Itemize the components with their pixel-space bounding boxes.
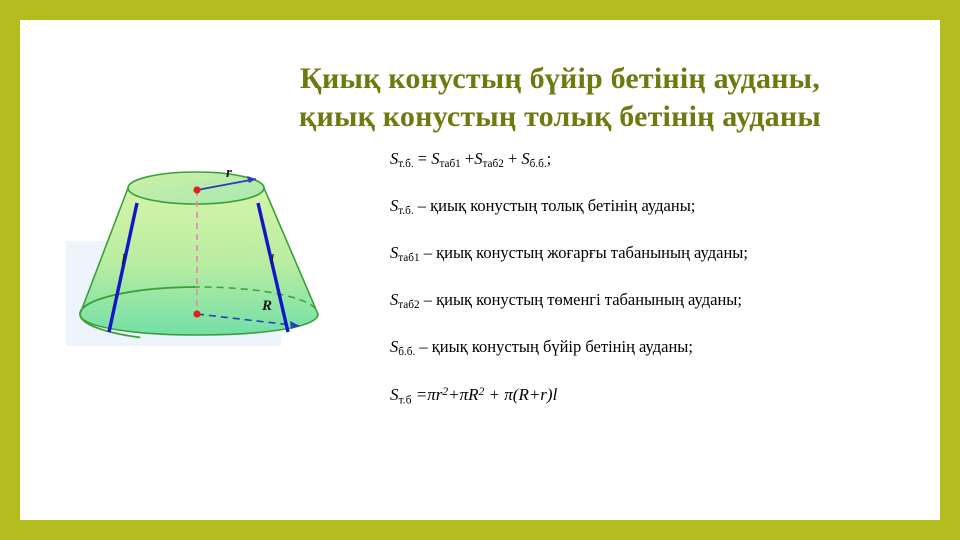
top-center-point xyxy=(193,186,200,193)
page-title-line-2: қиық конустың толық бетінің ауданы xyxy=(299,100,821,134)
bottom-center-point xyxy=(193,310,200,317)
label-left-slant: l xyxy=(121,252,126,268)
formula-row: $S_{т.б.} = S_{таб1} +S_{таб2} + S_{б.б.}$; xyxy=(390,149,552,171)
label-right-slant: l xyxy=(270,252,275,268)
formula-row: $S_{т.б} =\pi r^2+\pi R^2 + \pi(R+r)l$ xyxy=(390,385,558,407)
formula-row: $S_{т.б.}$ – қиық конустың толық бетінің ауданы; xyxy=(390,196,696,218)
formula-row: $S_{таб2}$ – қиық конустың төменгі табанының ауданы; xyxy=(390,290,742,312)
truncated-cone-svg xyxy=(66,146,376,371)
truncated-cone-figure xyxy=(66,146,376,371)
label-top-radius: r xyxy=(226,165,232,181)
formula-row: $S_{таб1}$ – қиық конустың жоғарғы табанының ауданы; xyxy=(390,243,748,265)
formula-list xyxy=(390,150,930,407)
page-title xyxy=(200,60,920,137)
formula-row: $S_{б.б.}$ – қиық конустың бүйір бетінің ауданы; xyxy=(390,337,693,359)
label-bottom-radius: R xyxy=(262,298,273,314)
slide-content-area xyxy=(20,20,940,520)
page-title-line-1: Қиық конустың бүйір бетінің ауданы, xyxy=(300,62,820,95)
